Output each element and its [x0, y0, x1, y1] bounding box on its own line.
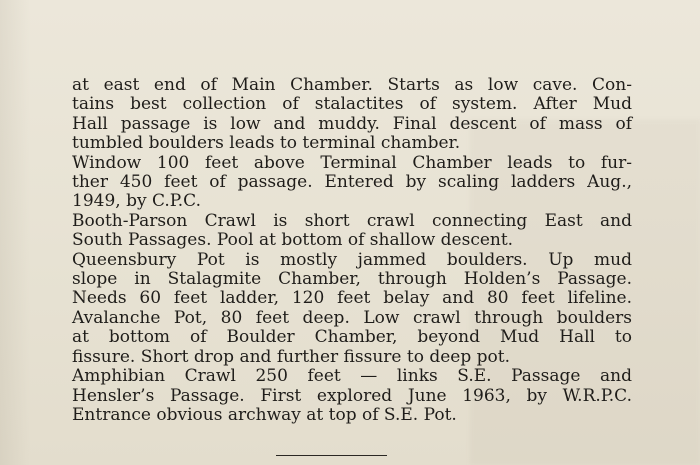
text-line: Queensbury Pot is mostly jammed boulders. Up mud — [72, 249, 632, 270]
body-text — [72, 76, 632, 425]
text-line: Booth-Parson Crawl is short crawl connecting East and — [72, 210, 632, 231]
text-line: Hensler’s Passage. First explored June 1963, by W.R.P.C. — [72, 385, 632, 406]
text-line: fissure. Short drop and further fissure to deep pot. — [72, 346, 510, 367]
text-line: Window 100 feet above Terminal Chamber leads to fur- — [72, 152, 632, 173]
text-line: tains best collection of stalactites of system. After Mud — [72, 94, 632, 115]
text-line: Avalanche Pot, 80 feet deep. Low crawl through boulders — [72, 307, 632, 328]
text-line: ther 450 feet of passage. Entered by scaling ladders Aug., — [72, 172, 632, 193]
text-line: slope in Stalagmite Chamber, through Holden’s Passage. — [72, 269, 632, 290]
separator-rule — [276, 455, 387, 456]
text-line: at east end of Main Chamber. Starts as low cave. Con- — [72, 75, 632, 95]
text-line: Hall passage is low and muddy. Final descent of mass of — [72, 113, 632, 134]
text-line: Amphibian Crawl 250 feet — links S.E. Passage and — [72, 366, 632, 387]
text-line: tumbled boulders leads to terminal chamber. — [72, 133, 461, 154]
text-line: South Passages. Pool at bottom of shallow descent. — [72, 230, 514, 251]
text-line: Entrance obvious archway at top of S.E. Pot. — [72, 404, 457, 425]
text-line: Needs 60 feet ladder, 120 feet belay and 80 feet lifeline. — [72, 288, 632, 309]
text-line: 1949, by C.P.C. — [72, 191, 201, 212]
text-line: at bottom of Boulder Chamber, beyond Mud Hall to — [72, 327, 632, 348]
